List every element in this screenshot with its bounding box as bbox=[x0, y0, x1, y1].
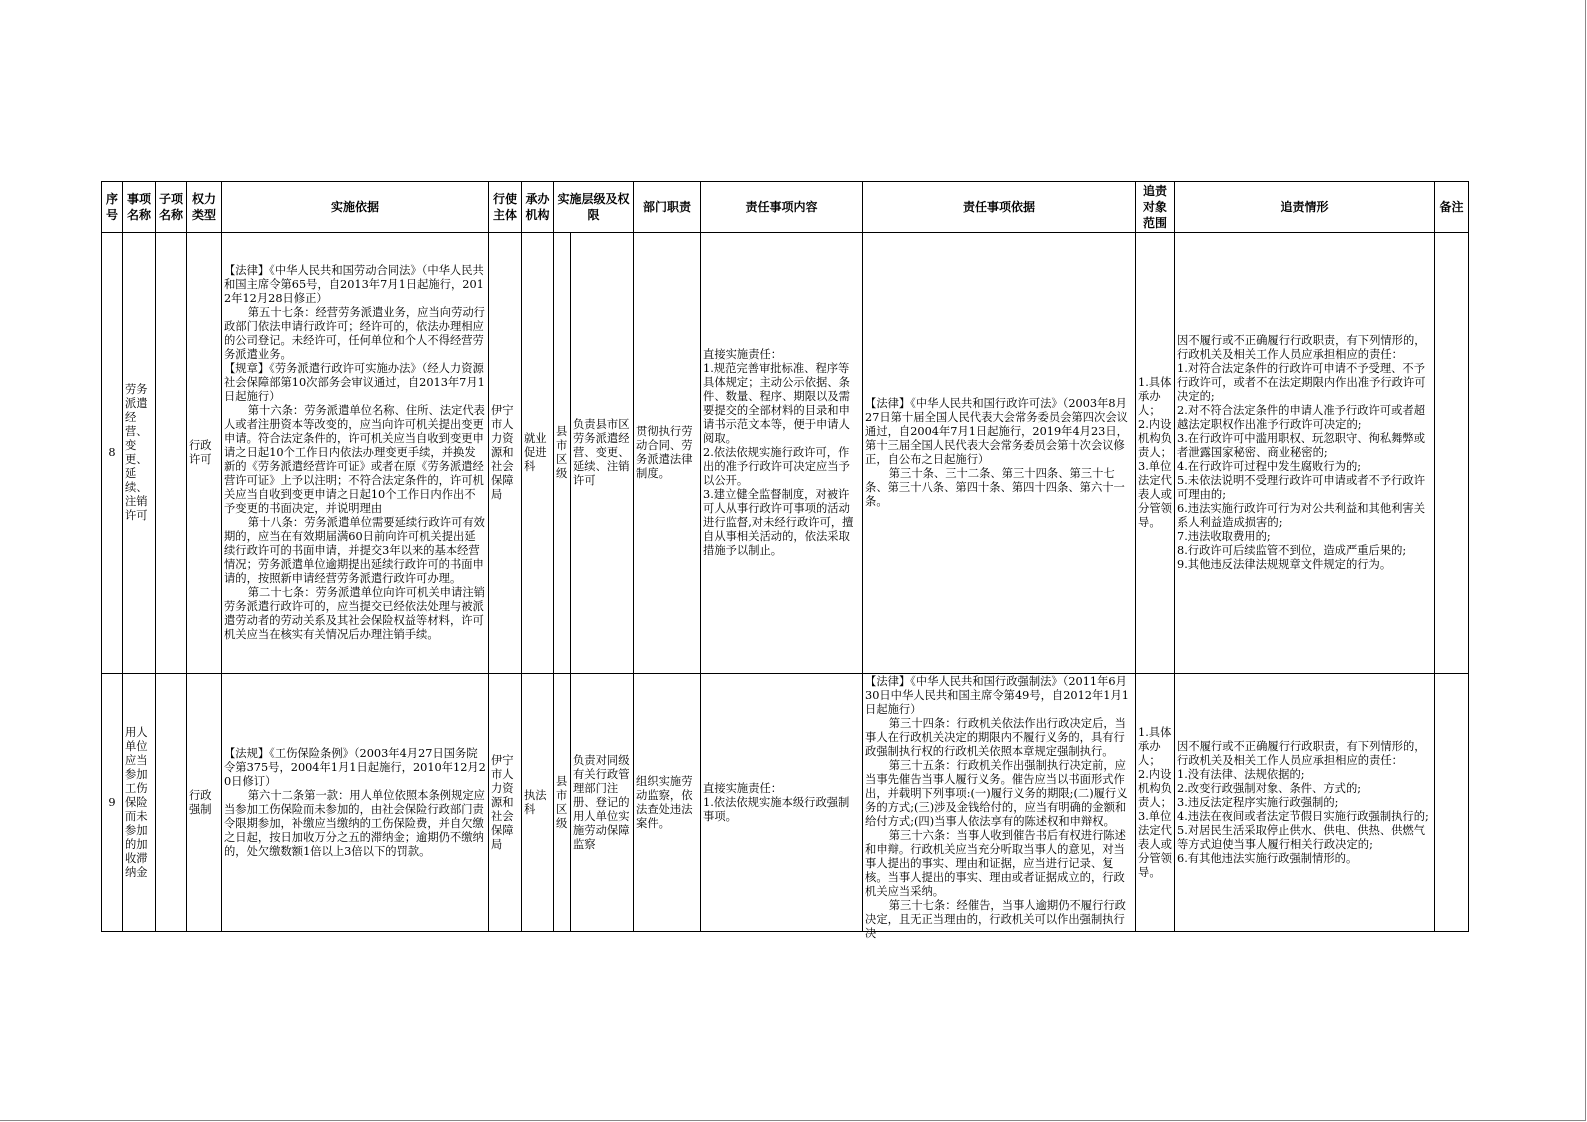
case-line: 7.违法收取费用的; bbox=[1177, 530, 1271, 543]
basis-line: 第六十二条第一款：用人单位依照本条例规定应当参加工伤保险而未参加的，由社会保险行政部门责令限期参加，补缴应当缴纳的工伤保险费，并自欠缴之日起，按日加收万分之五的滞纳金；逾期仍不缴纳的，处欠缴数额1倍以上3倍以下的罚款。 bbox=[224, 788, 485, 858]
header-power-type: 权力类型 bbox=[187, 182, 222, 233]
case-line: 4.违法在夜间或者法定节假日实施行政强制执行的; bbox=[1177, 809, 1429, 823]
cell-resp-content bbox=[701, 233, 863, 674]
case-line: 8.行政许可后续监管不到位，造成严重后果的; bbox=[1177, 544, 1407, 557]
case-line: 3.违反法定程序实施行政强制的; bbox=[1177, 795, 1339, 809]
cell-agency: 就业促进科 bbox=[522, 233, 554, 674]
header-row bbox=[102, 182, 1469, 233]
case-line: 因不履行或不正确履行行政职责，有下列情形的，行政机关及相关工作人员应承担相应的责任： bbox=[1177, 334, 1426, 361]
cell-level-a: 县市区级 bbox=[554, 233, 571, 674]
cell-remarks bbox=[1435, 233, 1469, 674]
cell-duty: 贯彻执行劳动合同、劳务派遣法律制度。 bbox=[634, 233, 701, 674]
cell-duty: 组织实施劳动监察，依法查处违法案件。 bbox=[634, 674, 701, 932]
header-remarks: 备注 bbox=[1435, 182, 1469, 233]
cell-seq: 9 bbox=[102, 674, 123, 932]
cell-power-type: 行政许可 bbox=[187, 233, 222, 674]
accountability-table bbox=[101, 181, 1469, 940]
basis-line: 第十八条：劳务派遣单位需要延续行政许可有效期的，应当在有效期届满60日前向许可机关提出延续行政许可的书面申请，并提交3年以来的基本经营情况；劳务派遣单位逾期提出延续行政许可的书面申请的，按照新申请经营劳务派遣行政许可办理。 bbox=[224, 516, 485, 585]
cell-subject: 伊宁市人力资源和社会保障局 bbox=[489, 233, 522, 674]
resp-content-line: 1.依法依规实施本级行政强制事项。 bbox=[703, 795, 850, 823]
case-line: 5.对居民生活采取停止供水、供电、供热、供燃气等方式迫使当事人履行相关行政决定的; bbox=[1177, 823, 1426, 851]
resp-basis-line: 第三十六条：当事人收到催告书后有权进行陈述和申辩。行政机关应当充分听取当事人的意见，对当事人提出的事实、理由和证据，应当进行记录、复核。当事人提出的事实、理由或者证据成立的，行政机关应当采纳。 bbox=[865, 829, 1126, 898]
basis-line: 第五十七条：经营劳务派遣业务，应当向劳动行政部门依法申请行政许可；经许可的，依法办理相应的公司登记。未经许可，任何单位和个人不得经营劳务派遣业务。 bbox=[224, 306, 485, 361]
case-line: 1.没有法律、法规依据的; bbox=[1177, 767, 1305, 781]
header-item-name: 事项名称 bbox=[123, 182, 156, 233]
header-duty: 部门职责 bbox=[634, 182, 701, 233]
cell-basis bbox=[222, 233, 489, 674]
resp-basis-line: 【法律】《中华人民共和国行政强制法》（2011年6月30日中华人民共和国主席令第49号，自2012年1月1日起施行） bbox=[865, 675, 1129, 716]
resp-content-line: 2.依法依规实施行政许可，作出的准予行政许可决定应当予以公开。 bbox=[703, 446, 850, 487]
table-row bbox=[102, 674, 1469, 932]
cell-level-b: 负责对同级有关行政管理部门注册、登记的用人单位实施劳动保障监察 bbox=[571, 674, 634, 932]
cell-account-scope: 1.具体承办人； 2.内设机构负责人； 3.单位法定代表人或分管领导。 bbox=[1136, 674, 1175, 932]
cell-subject: 伊宁市人力资源和社会保障局 bbox=[489, 674, 522, 932]
case-line: 2.改变行政强制对象、条件、方式的; bbox=[1177, 781, 1362, 795]
resp-basis-clip bbox=[865, 675, 1133, 940]
basis-line: 【法律】《中华人民共和国劳动合同法》（中华人民共和国主席令第65号，自2013年7月1日起施行，2012年12月28日修正） bbox=[224, 264, 484, 305]
case-line: 2.对不符合法定条件的申请人准予行政许可或者超越法定职权作出准予行政许可决定的; bbox=[1177, 404, 1426, 431]
cell-resp-basis bbox=[863, 233, 1136, 674]
header-basis: 实施依据 bbox=[222, 182, 489, 233]
resp-basis-line: 第三十七条：经催告，当事人逾期仍不履行行政决定，且无正当理由的，行政机关可以作出强制执行决 bbox=[865, 899, 1126, 940]
resp-basis-line: 第三十条、三十二条、第三十四条、第三十七条、第三十八条、第四十条、第四十四条、第六十一条。 bbox=[865, 467, 1125, 508]
cell-remarks bbox=[1435, 674, 1469, 932]
case-line: 4.在行政许可过程中发生腐败行为的; bbox=[1177, 460, 1362, 473]
header-account-scope: 追责对象范围 bbox=[1136, 182, 1175, 233]
resp-content-line: 直接实施责任： bbox=[703, 348, 783, 361]
cell-item-name: 劳务派遣经营、变更、延续、注销许可 bbox=[123, 233, 156, 674]
case-line: 9.其他违反法律法规规章文件规定的行为。 bbox=[1177, 558, 1392, 571]
cell-sub-item bbox=[156, 233, 187, 674]
resp-content-line: 1.规范完善审批标准、程序等具体规定；主动公示依据、条件、数量、程序、期限以及需要提交的全部材料的目录和申请书示范文本等，便于申请人阅取。 bbox=[703, 362, 850, 445]
cell-account-cases bbox=[1175, 233, 1435, 674]
case-line: 6.违法实施行政许可行为对公共利益和其他利害关系人利益造成损害的; bbox=[1177, 502, 1426, 529]
header-resp-content: 责任事项内容 bbox=[701, 182, 863, 233]
cell-account-cases bbox=[1175, 674, 1435, 932]
case-line: 因不履行或不正确履行行政职责，有下列情形的，行政机关及相关工作人员应承担相应的责任： bbox=[1177, 739, 1426, 767]
case-line: 6.有其他违法实施行政强制情形的。 bbox=[1177, 851, 1358, 865]
cell-level-a: 县市区级 bbox=[554, 674, 571, 932]
case-line: 1.对符合法定条件的行政许可申请不予受理、不予行政许可，或者不在法定期限内作出准予行政许可决定的; bbox=[1177, 362, 1426, 403]
resp-content-line: 直接实施责任： bbox=[703, 781, 783, 795]
cell-agency: 执法科 bbox=[522, 674, 554, 932]
header-seq: 序号 bbox=[102, 182, 123, 233]
basis-line: 第二十七条：劳务派遣单位向许可机关申请注销劳务派遣行政许可的，应当提交已经依法处理与被派遣劳动者的劳动关系及其社会保险权益等材料，许可机关应当在核实有关情况后办理注销手续。 bbox=[224, 586, 485, 641]
case-line: 3.在行政许可中滥用职权、玩忽职守、徇私舞弊或者泄露国家秘密、商业秘密的; bbox=[1177, 432, 1426, 459]
table-row bbox=[102, 233, 1469, 674]
cell-level-b: 负责县市区劳务派遣经营、变更、延续、注销许可 bbox=[571, 233, 634, 674]
basis-line: 【规章】《劳务派遣行政许可实施办法》（经人力资源社会保障部第10次部务会审议通过，自2013年7月1日起施行） bbox=[224, 362, 485, 403]
header-resp-basis: 责任事项依据 bbox=[863, 182, 1136, 233]
basis-line: 【法规】《工伤保险条例》（2003年4月27日国务院令第375号，2004年1月1日起施行，2010年12月20日修订） bbox=[224, 746, 486, 788]
resp-basis-line: 第三十五条：行政机关作出强制执行决定前，应当事先催告当事人履行义务。催告应当以书面形式作出，并载明下列事项:(一)履行义务的期限;(二)履行义务的方式;(三)涉及金钱给付的，应当有明确的金额和给付方式;(四)当事人依法享有的陈述权和申辩权。 bbox=[865, 759, 1128, 828]
header-level: 实施层级及权限 bbox=[554, 182, 634, 233]
cell-account-scope: 1.具体承办人； 2.内设机构负责人； 3.单位法定代表人或分管领导。 bbox=[1136, 233, 1175, 674]
cell-resp-content bbox=[701, 674, 863, 932]
cell-power-type: 行政强制 bbox=[187, 674, 222, 932]
cell-basis bbox=[222, 674, 489, 932]
resp-content-line: 3.建立健全监督制度，对被许可人从事行政许可事项的活动进行监督,对未经行政许可，擅自从事相关活动的，依法采取措施予以制止。 bbox=[703, 488, 854, 557]
cell-item-name: 用人单位应当参加工伤保险而未参加的加收滞纳金 bbox=[123, 674, 156, 932]
header-agency: 承办机构 bbox=[522, 182, 554, 233]
header-subject: 行使主体 bbox=[489, 182, 522, 233]
header-sub-item: 子项名称 bbox=[156, 182, 187, 233]
header-account-cases: 追责情形 bbox=[1175, 182, 1435, 233]
resp-basis-line: 【法律】《中华人民共和国行政许可法》（2003年8月27日第十届全国人民代表大会常务委员会第四次会议通过，自2004年7月1日起施行，2019年4月23日，第十三届全国人民代表大会常务委员会第十次会议修正，自公布之日起施行） bbox=[865, 397, 1128, 466]
resp-basis-line: 第三十四条：行政机关依法作出行政决定后，当事人在行政机关决定的期限内不履行义务的，具有行政强制执行权的行政机关依照本章规定强制执行。 bbox=[865, 717, 1126, 758]
cell-seq: 8 bbox=[102, 233, 123, 674]
case-line: 5.未依法说明不受理行政许可申请或者不予行政许可理由的; bbox=[1177, 474, 1426, 501]
cell-resp-basis bbox=[863, 674, 1136, 940]
basis-line: 第十六条：劳务派遣单位名称、住所、法定代表人或者注册资本等改变的，应当向许可机关提出变更申请。符合法定条件的，许可机关应当自收到变更申请之日起10个工作日内依法办理变更手续，并换发新的《劳务派遣经营许可证》或者在原《劳务派遣经营许可证》上予以注明；不符合法定条件的，许可机关应当自收到变更申请之日起10个工作日内作出不予变更的书面决定，并说明理由 bbox=[224, 404, 485, 515]
cell-sub-item bbox=[156, 674, 187, 932]
